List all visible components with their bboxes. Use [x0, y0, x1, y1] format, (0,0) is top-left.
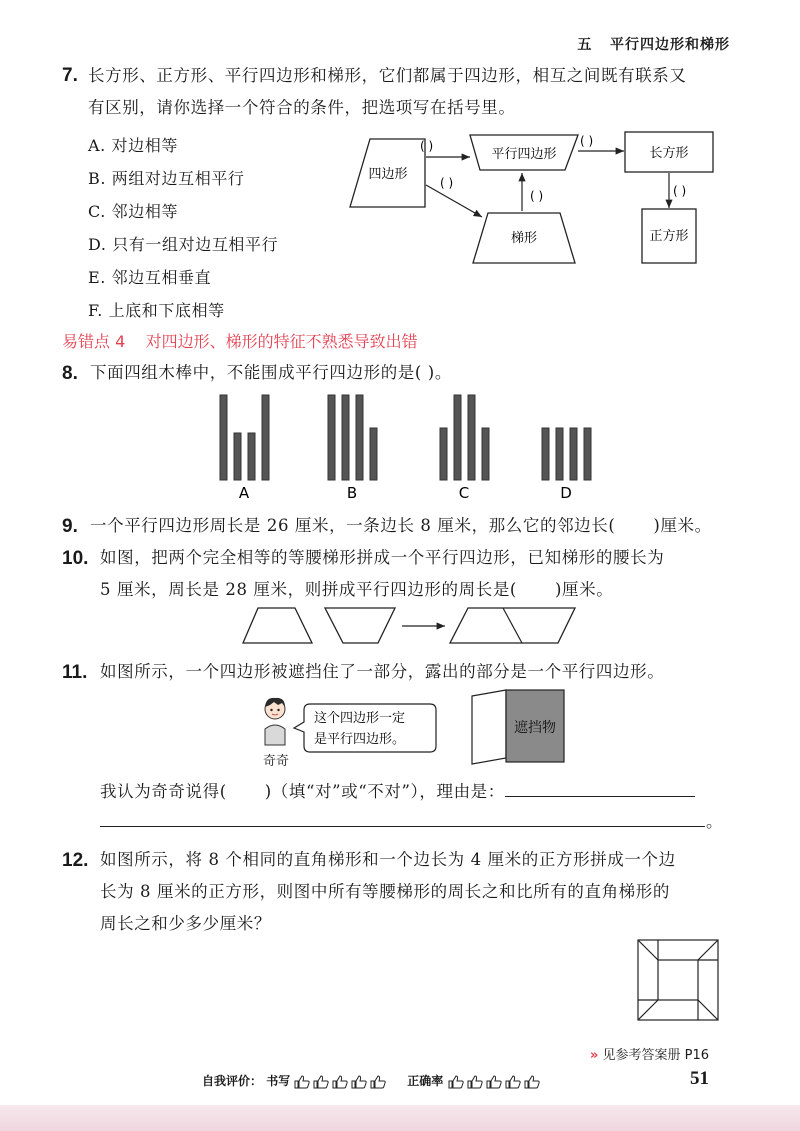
q10-line2 — [100, 574, 613, 606]
paren-quad-to-trap: ( ) — [440, 176, 454, 190]
thumb-up-icon[interactable] — [467, 1075, 483, 1089]
trapezoid-label: 梯形 — [510, 231, 538, 246]
reason-blank-1[interactable] — [505, 796, 695, 797]
unit-title: 平行四边形和梯形 — [610, 37, 730, 53]
q7-option-e: E. 邻边互相垂直 — [88, 268, 212, 287]
answer-reference-text: 见参考答案册 P16 — [602, 1048, 710, 1063]
q12-line3: 周长之和少多少厘米？ — [100, 914, 271, 933]
q10-trapezoid-diagram — [240, 605, 580, 647]
error-point-label: 易错点 4 — [62, 332, 126, 351]
running-header — [577, 34, 730, 54]
paren-trap-to-para: ( ) — [530, 189, 544, 203]
error-point-text: 对四边形、梯形的特征不熟悉导致出错 — [145, 332, 418, 351]
square-label: 正方形 — [649, 229, 689, 244]
cover-label: 遮挡物 — [514, 720, 556, 736]
covered-quadrilateral-figure — [468, 688, 568, 766]
stick-label-c: C — [458, 484, 470, 502]
answer-reference — [590, 1044, 709, 1063]
self-eval-label: 自我评价： — [202, 1074, 263, 1088]
q11-end-mark: 。 — [706, 812, 724, 831]
unit-number: 五 — [577, 37, 593, 53]
bubble-line2: 是平行四边形。 — [314, 732, 406, 747]
q7-line1: 长方形、正方形、平行四边形和梯形，它们都属于四边形，相互之间既有联系又 — [88, 66, 687, 85]
q7-relationship-diagram — [340, 125, 720, 270]
q8-number: 8. — [62, 363, 78, 384]
reason-blank-2[interactable] — [100, 826, 705, 827]
thumb-up-icon[interactable] — [448, 1075, 464, 1089]
q9-text — [90, 510, 712, 542]
thumb-up-icon[interactable] — [294, 1075, 310, 1089]
stick-label-b: B — [346, 484, 358, 502]
accuracy-label: 正确率 — [407, 1074, 444, 1088]
thumb-up-icon[interactable] — [486, 1075, 502, 1089]
q7-option-f: F. 上底和下底相等 — [88, 301, 225, 320]
thumb-up-icon[interactable] — [524, 1075, 540, 1089]
thumb-up-icon[interactable] — [313, 1075, 329, 1089]
thumb-up-icon[interactable] — [505, 1075, 521, 1089]
qiqi-name: 奇奇 — [263, 754, 290, 769]
q10-line1: 如图，把两个完全相等的等腰梯形拼成一个平行四边形，已知梯形的腰长为 — [100, 548, 665, 567]
q11-answer-b: )（填“对”或“不对”），理由是： — [264, 782, 505, 801]
q11-answer-a: 我认为奇奇说得( — [100, 782, 227, 801]
stick-label-a: A — [238, 484, 250, 502]
q10-number: 10. — [62, 548, 89, 569]
q7-option-c: C. 邻边相等 — [88, 202, 179, 221]
q7-line2: 有区别，请你选择一个符合的条件，把选项写在括号里。 — [88, 98, 516, 117]
q9-text-a: 一个平行四边形周长是 26 厘米，一条边长 8 厘米，那么它的邻边长( — [90, 516, 616, 535]
rectangle-label: 长方形 — [649, 146, 689, 161]
q7-option-a: A. 对边相等 — [88, 136, 178, 155]
q12-line1: 如图所示，将 8 个相同的直角梯形和一个边长为 4 厘米的正方形拼成一个边 — [100, 850, 676, 869]
q12-line2: 长为 8 厘米的正方形，则图中所有等腰梯形的周长之和比所有的直角梯形的 — [100, 882, 670, 901]
paren-quad-to-para: ( ) — [420, 139, 434, 153]
writing-thumbs[interactable] — [294, 1075, 386, 1089]
thumb-up-icon[interactable] — [332, 1075, 348, 1089]
bubble-line1: 这个四边形一定 — [314, 711, 406, 726]
q10-line2-b: )厘米。 — [554, 580, 614, 599]
stick-label-d: D — [560, 484, 572, 502]
thumb-up-icon[interactable] — [351, 1075, 367, 1089]
quadrilateral-label: 四边形 — [368, 167, 408, 182]
page-number: 51 — [690, 1068, 709, 1089]
q9-number: 9. — [62, 516, 78, 537]
accuracy-thumbs[interactable] — [448, 1075, 540, 1089]
page-edge — [0, 1105, 800, 1131]
reference-arrow-icon: » — [590, 1048, 599, 1063]
q7-option-b: B. 两组对边互相平行 — [88, 169, 245, 188]
q8-stick-groups — [200, 390, 600, 505]
q12-square-diagram — [636, 938, 720, 1022]
q12-number: 12. — [62, 850, 89, 871]
q7-option-d: D. 只有一组对边互相平行 — [88, 235, 279, 254]
qiqi-avatar-icon — [260, 695, 290, 750]
q11-number: 11. — [62, 662, 88, 683]
q9-text-b: )厘米。 — [653, 516, 712, 535]
q11-answer-line — [100, 776, 695, 808]
q10-line2-a: 5 厘米，周长是 28 厘米，则拼成平行四边形的周长是( — [100, 580, 517, 599]
parallelogram-label: 平行四边形 — [491, 147, 557, 162]
paren-para-to-rect: ( ) — [580, 134, 594, 148]
q8-text: 下面四组木棒中，不能围成平行四边形的是( )。 — [90, 363, 452, 382]
error-point-heading — [62, 329, 418, 352]
writing-label: 书写 — [266, 1074, 291, 1088]
thumb-up-icon[interactable] — [370, 1075, 386, 1089]
speech-bubble — [290, 700, 440, 758]
q7-number: 7. — [62, 65, 78, 86]
self-evaluation — [202, 1072, 540, 1089]
q11-text: 如图所示，一个四边形被遮挡住了一部分，露出的部分是一个平行四边形。 — [100, 662, 665, 681]
paren-rect-to-square: ( ) — [673, 184, 687, 198]
